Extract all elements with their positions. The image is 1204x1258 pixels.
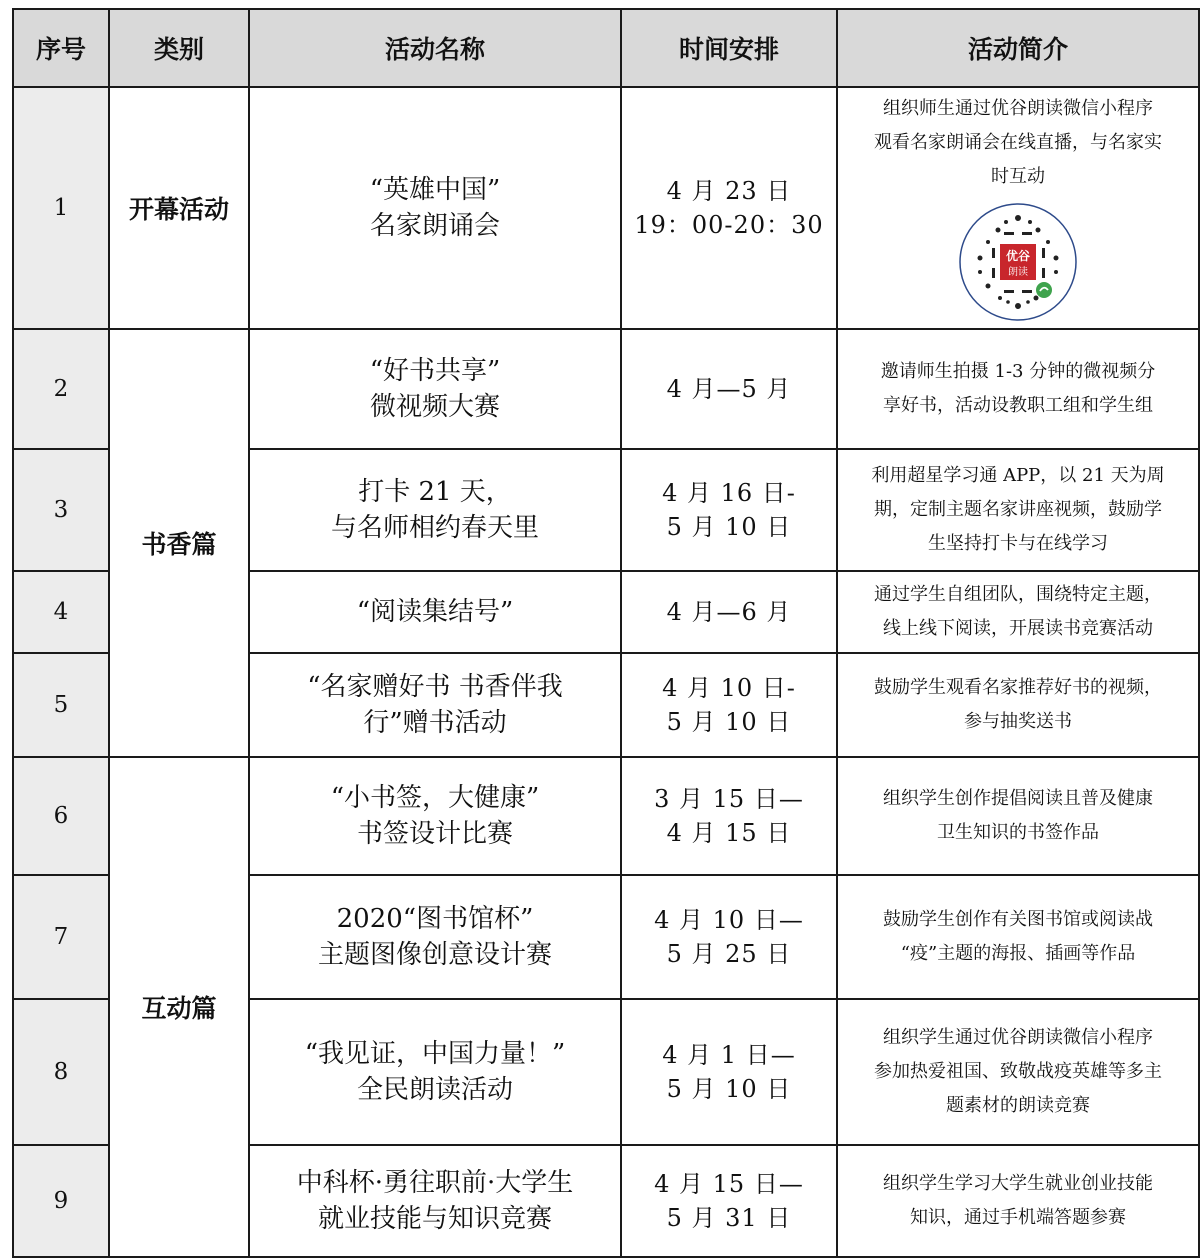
qr-logo-text-1: 优谷	[1005, 249, 1031, 263]
activity-time	[621, 875, 837, 999]
time-line: 4 月 10 日-	[662, 674, 796, 702]
time-line: 4 月 10 日—	[654, 906, 804, 934]
header-name: 活动名称	[249, 9, 621, 87]
name-line: 与名师相约春天里	[330, 513, 539, 543]
name-line: “小书签，大健康”	[330, 783, 540, 813]
time-line: 5 月 25 日	[666, 940, 792, 968]
desc-line: 生坚持打卡与在线学习	[928, 533, 1108, 554]
name-line: 打卡 21 天，	[358, 477, 512, 507]
table-row	[13, 329, 1199, 449]
activity-time	[621, 1145, 837, 1257]
desc-line: 组织学生创作提倡阅读且普及健康	[883, 788, 1153, 809]
category-cell: 开幕活动	[109, 87, 249, 329]
header-num: 序号	[13, 9, 109, 87]
activity-desc	[837, 571, 1199, 653]
row-number: 4	[13, 571, 109, 653]
desc-line: 知识，通过手机端答题参赛	[910, 1207, 1126, 1228]
name-line: “名家赠好书 书香伴我	[307, 672, 563, 702]
activity-desc	[837, 1145, 1199, 1257]
name-line: “好书共享”	[369, 356, 501, 386]
table-row	[13, 87, 1199, 329]
time-line: 19：00-20：30	[634, 211, 824, 239]
desc-line: 参加热爱祖国、致敬战疫英雄等多主	[874, 1061, 1162, 1082]
time-line: 5 月 10 日	[666, 513, 792, 541]
desc-line: 期，定制主题名家讲座视频，鼓励学	[874, 499, 1162, 520]
name-line: 名家朗诵会	[369, 211, 500, 241]
name-line: 中科杯·勇往职前·大学生	[296, 1168, 574, 1198]
activity-desc	[837, 87, 1199, 329]
activity-desc	[837, 757, 1199, 875]
activity-desc	[837, 875, 1199, 999]
desc-line: 通过学生自组团队，围绕特定主题，	[874, 584, 1162, 605]
time-line: 4 月 15 日—	[654, 1170, 804, 1198]
time-line: 4 月 1 日—	[662, 1041, 796, 1069]
activity-time	[621, 757, 837, 875]
header-time: 时间安排	[621, 9, 837, 87]
activity-time	[621, 999, 837, 1145]
row-number: 9	[13, 1145, 109, 1257]
name-line: 微视频大赛	[369, 392, 500, 422]
name-line: 2020“图书馆杯”	[336, 904, 534, 934]
row-number: 1	[13, 87, 109, 329]
activity-name	[249, 999, 621, 1145]
activity-time	[621, 87, 837, 329]
desc-line: 卫生知识的书签作品	[937, 822, 1099, 843]
desc-line: “疫”主题的海报、插画等作品	[900, 943, 1136, 964]
activity-desc	[837, 329, 1199, 449]
name-line: 书签设计比赛	[356, 819, 513, 849]
activity-desc	[837, 449, 1199, 571]
desc-line: 鼓励学生创作有关图书馆或阅读战	[883, 909, 1153, 930]
desc-line: 利用超星学习通 APP，以 21 天为周	[871, 465, 1165, 486]
row-number: 2	[13, 329, 109, 449]
activity-name	[249, 329, 621, 449]
name-line: “英雄中国”	[369, 175, 501, 205]
name-line: 主题图像创意设计赛	[317, 940, 552, 970]
desc-line: 享好书，活动设教职工组和学生组	[883, 395, 1153, 416]
row-number: 3	[13, 449, 109, 571]
category-cell: 书香篇	[109, 329, 249, 757]
qr-logo-text-2: 朗读	[1008, 267, 1028, 278]
desc-line: 邀请师生拍摄 1-3 分钟的微视频分	[880, 361, 1156, 382]
name-line: 行”赠书活动	[363, 708, 507, 738]
activity-time	[621, 329, 837, 449]
row-number: 7	[13, 875, 109, 999]
activity-name	[249, 875, 621, 999]
activity-desc	[837, 999, 1199, 1145]
activity-desc	[837, 653, 1199, 757]
header-category: 类别	[109, 9, 249, 87]
desc-line: 观看名家朗诵会在线直播，与名家实	[874, 132, 1162, 153]
activity-name	[249, 571, 621, 653]
time-line: 4 月 23 日	[666, 177, 792, 205]
time-line: 5 月 10 日	[666, 708, 792, 736]
desc-line: 参与抽奖送书	[964, 711, 1072, 732]
activity-table	[12, 8, 1200, 1258]
row-number: 8	[13, 999, 109, 1145]
time-line: 4 月 15 日	[666, 819, 792, 847]
category-cell: 互动篇	[109, 757, 249, 1257]
desc-line: 时互动	[991, 166, 1045, 187]
name-line: 全民朗读活动	[356, 1075, 513, 1105]
time-line: 4 月—5 月	[666, 375, 792, 403]
desc-line: 鼓励学生观看名家推荐好书的视频，	[874, 677, 1162, 698]
name-line: “阅读集结号”	[356, 597, 514, 627]
time-line: 5 月 10 日	[666, 1075, 792, 1103]
time-line: 3 月 15 日—	[654, 785, 804, 813]
activity-name	[249, 449, 621, 571]
name-line: 就业技能与知识竞赛	[317, 1204, 552, 1234]
time-line: 5 月 31 日	[666, 1204, 792, 1232]
name-line: “我见证，中国力量！”	[304, 1039, 566, 1069]
row-number: 5	[13, 653, 109, 757]
table-row	[13, 757, 1199, 875]
activity-name	[249, 87, 621, 329]
activity-name	[249, 1145, 621, 1257]
time-line: 4 月 16 日-	[662, 479, 796, 507]
activity-time	[621, 449, 837, 571]
desc-line: 组织学生学习大学生就业创业技能	[883, 1173, 1153, 1194]
header-row	[13, 9, 1199, 87]
header-desc: 活动简介	[837, 9, 1199, 87]
desc-line: 组织学生通过优谷朗读微信小程序	[883, 1027, 1153, 1048]
desc-line: 组织师生通过优谷朗读微信小程序	[883, 98, 1153, 119]
activity-name	[249, 653, 621, 757]
desc-line: 题素材的朗读竞赛	[946, 1095, 1090, 1116]
time-line: 4 月—6 月	[666, 598, 792, 626]
activity-time	[621, 653, 837, 757]
mini-program-qr-code-icon	[958, 202, 1078, 322]
activity-name	[249, 757, 621, 875]
activity-time	[621, 571, 837, 653]
row-number: 6	[13, 757, 109, 875]
desc-line: 线上线下阅读，开展读书竞赛活动	[883, 618, 1153, 639]
